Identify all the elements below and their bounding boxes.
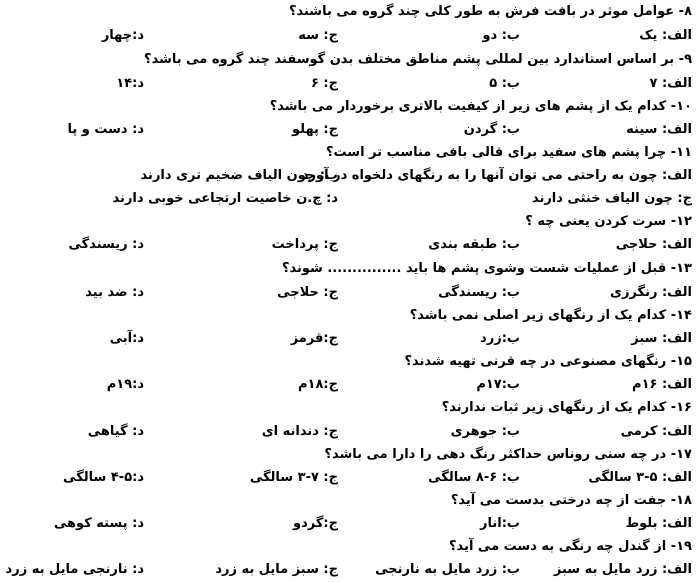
option-b: ب: دو — [482, 28, 520, 43]
option-d: د: گیاهی — [87, 424, 144, 439]
option-a: الف: ۱۶م — [632, 377, 692, 392]
option-d: د: دست و پا — [67, 122, 144, 137]
option-c: ج: ۷-۳ سالگی — [249, 470, 338, 485]
options-row — [0, 118, 696, 142]
option-b: ب: چون الیاف ضخیم تری دارند — [140, 168, 338, 183]
option-c: ج: حلاجی — [277, 285, 338, 300]
option-d: د: ضد بید — [85, 285, 144, 300]
option-b: ب:زرد — [480, 331, 520, 346]
options-row — [0, 420, 696, 444]
question-19 — [0, 535, 696, 559]
option-a: الف: ۷ — [649, 76, 692, 91]
question-text: ۹- بر اساس استاندارد بین لمللی پشم مناطق مختلف بدن گوسفند چند گروه می باشد؟ — [144, 52, 692, 67]
question-12 — [0, 210, 696, 234]
question-text: ۱۱- چرا پشم های سفید برای قالی بافی مناسب تر است؟ — [326, 145, 692, 160]
option-a: الف: حلاجی — [615, 237, 692, 252]
question-10 — [0, 95, 696, 119]
option-c: ج:قرمز — [290, 331, 338, 346]
question-13 — [0, 257, 696, 281]
option-c: ج: دندانه ای — [261, 424, 338, 439]
option-c: ج:۱۸م — [298, 377, 338, 392]
option-b: ب: گردن — [463, 122, 520, 137]
question-15 — [0, 350, 696, 374]
option-d: د: ریسندگی — [68, 237, 144, 252]
option-a: الف: بلوط — [625, 516, 692, 531]
option-d: د:چهار — [101, 28, 144, 43]
option-a: الف: کرمی — [620, 424, 692, 439]
options-row — [0, 327, 696, 351]
options-row — [0, 164, 696, 188]
option-d: د: پسته کوهی — [53, 516, 144, 531]
question-18 — [0, 489, 696, 513]
option-a: الف: سبز — [631, 331, 692, 346]
option-d: د:آبی — [109, 331, 144, 346]
option-b: ب: طبقه بندی — [428, 237, 520, 252]
option-a: الف: ۵-۳ سالگی — [588, 470, 692, 485]
question-text: ۱۴- کدام یک از رنگهای زیر اصلی نمی باشد؟ — [409, 308, 692, 323]
options-row — [0, 373, 696, 397]
option-c: ج: سبز مایل به زرد — [215, 562, 338, 577]
question-8 — [0, 0, 696, 24]
question-16 — [0, 396, 696, 420]
option-d: د:۵-۴ سالگی — [63, 470, 144, 485]
option-a: الف: چون به راحتی می توان آنها را به رنگهای دلخواه در آورد — [301, 168, 692, 183]
question-14 — [0, 304, 696, 328]
question-text: ۱۹- از گندل چه رنگی به دست می آید؟ — [449, 539, 692, 554]
options-row — [0, 24, 696, 48]
option-b: ب: ریسندگی — [438, 285, 520, 300]
option-a: الف: رنگرزی — [610, 285, 692, 300]
option-c: ج:گردو — [293, 516, 338, 531]
option-d: د:۱۴ — [116, 76, 144, 91]
option-c: ج: چون الیاف خنثی دارند — [531, 191, 692, 206]
option-d: د: نارنجی مایل به زرد — [5, 562, 144, 577]
option-c: ج: سه — [298, 28, 338, 43]
option-c: ج: پهلو — [291, 122, 338, 137]
question-text: ۱۷- در چه سنی روناس حداکثر رنگ دهی را دارا می باشد؟ — [324, 447, 692, 462]
question-text: ۱۰- کدام یک از پشم های زیر از کیفیت بالاتری برخوردار می باشد؟ — [269, 99, 692, 114]
question-text: ۱۶- کدام یک از رنگهای زیر ثبات ندارند؟ — [441, 400, 692, 415]
option-b: ب: زرد مایل به نارنجی — [375, 562, 520, 577]
options-row — [0, 233, 696, 257]
options-row — [0, 512, 696, 536]
options-row — [0, 281, 696, 305]
question-text: ۱۲- سرت کردن یعنی چه ؟ — [525, 214, 692, 229]
options-row — [0, 558, 696, 582]
option-a: الف: سینه — [626, 122, 692, 137]
options-row — [0, 187, 696, 211]
option-c: ج: ۶ — [310, 76, 338, 91]
option-b: ب:۱۷م — [476, 377, 520, 392]
option-b: ب: ۶-۸ سالگی — [428, 470, 520, 485]
question-11 — [0, 141, 696, 165]
question-text: ۱۸- جفت از چه درختی بدست می آید؟ — [450, 493, 692, 508]
option-b: ب:انار — [480, 516, 520, 531]
option-b: ب: ۵ — [489, 76, 520, 91]
options-row — [0, 466, 696, 490]
question-text: ۱۵- رنگهای مصنوعی در چه قرنی تهیه شدند؟ — [404, 354, 692, 369]
option-d: د:۱۹م — [106, 377, 144, 392]
question-text: ۱۳- قبل از عملیات شست وشوی پشم ها باید ............... شوند؟ — [281, 261, 692, 276]
options-row — [0, 72, 696, 96]
question-17 — [0, 443, 696, 467]
question-9 — [0, 48, 696, 72]
question-text: ۸- عوامل موثر در بافت فرش به طور کلی چند گروه می باشند؟ — [288, 4, 692, 19]
option-d: د: چ.ن خاصیت ارتجاعی خوبی دارند — [112, 191, 338, 206]
option-b: ب: جوهری — [450, 424, 520, 439]
option-a: الف: یک — [639, 28, 692, 43]
option-c: ج: پرداخت — [271, 237, 338, 252]
option-a: الف: زرد مایل به سبز — [553, 562, 692, 577]
